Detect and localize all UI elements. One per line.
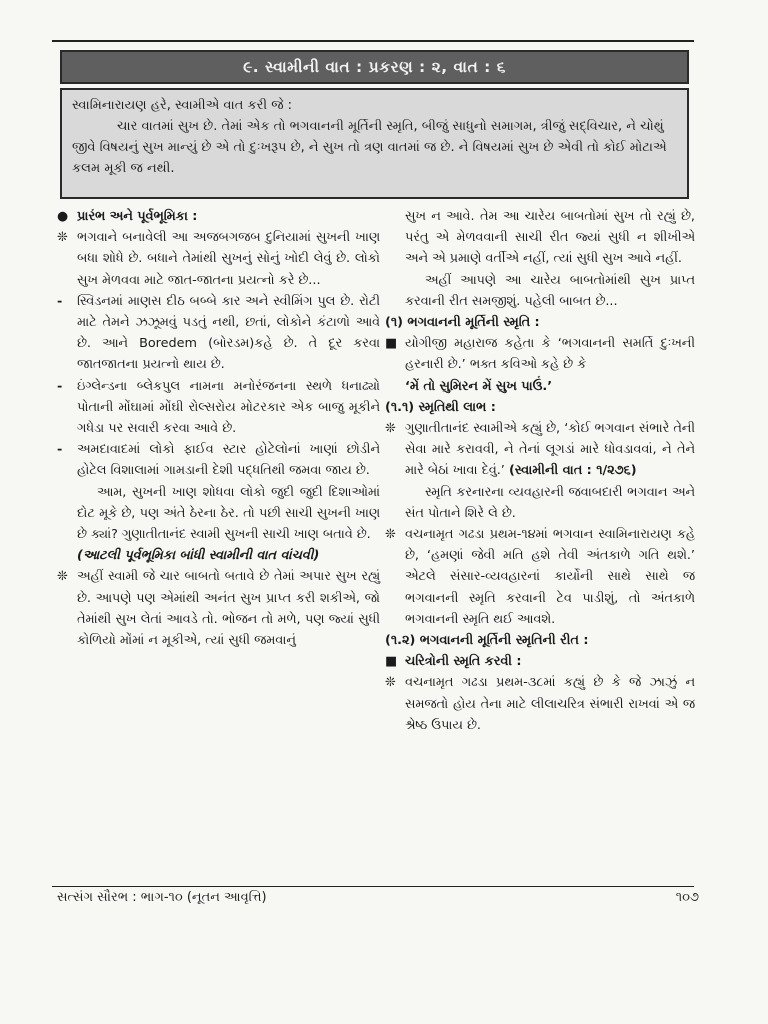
paragraph bbox=[385, 333, 695, 375]
paragraph: સ્મૃતિ કરનારના વ્યવહારની જવાબદારી ભગવાન અને સંત પોતાને શિરે લે છે. bbox=[405, 484, 695, 521]
subheading: (૧) ભગવાનની મૂર્તિની સ્મૃતિ : bbox=[385, 315, 540, 331]
section-heading-text: પ્રારંભ અને પૂર્વભૂમિકા : bbox=[77, 209, 198, 224]
square-icon: ■ bbox=[385, 336, 398, 352]
paragraph-text: યોગીજી મહારાજ કહેતા કે ‘ભગવાનની સમર્તિ દુઃખની હરનારી છે.’ ભક્ત કવિઓ કહે છે કે bbox=[405, 336, 695, 373]
dash-icon: - bbox=[57, 293, 63, 309]
dash-icon: - bbox=[57, 442, 63, 458]
paragraph bbox=[57, 439, 380, 481]
subheading bbox=[385, 651, 695, 672]
left-column bbox=[57, 206, 380, 651]
star-icon: ❊ bbox=[57, 569, 68, 585]
paragraph-text: ઇંગ્લેન્ડના બ્લેકપુલ નામના મનોરંજનના સ્થળે ધનાઢ્યો પોતાની મોંઘામાં મોંઘી રોલ્સરોય મોટરકાર એક બાજુ મૂકીને ગધેડા પર સવારી કરવા આવે છે. bbox=[77, 378, 380, 437]
paragraph bbox=[57, 227, 380, 291]
paragraph-text: ભગવાને બનાવેલી આ અજબગજબ દુનિયામાં સુખની ખાણ બધા શોધે છે. બધાને તેમાંથી સુખનું સોનું ખોદી લેવું છે. લોકો સુખ મેળવવા માટે જાત-જાતના પ્રયત્નો કરે છે... bbox=[77, 230, 380, 288]
top-rule bbox=[52, 40, 694, 42]
paragraph-text: અમદાવાદમાં લોકો ફાઈવ સ્ટાર હોટેલોનાં ખાણાં છોડીને હોટેલ વિશાલામાં ગામડાની દેશી પદ્ધતિથી જમવા જાય છે. bbox=[77, 442, 380, 479]
paragraph-text: વચનામૃત ગઢડા પ્રથમ-૧૪માં ભગવાન સ્વામિનારાયણ કહે છે, ‘હમણાં જેવી મતિ હશે તેવી અંતકાળે ગતિ થશે.’ એટલે સંસાર-વ્યવહારનાં કાર્યોની સાથે સાથે જ ભગવાનની સ્મૃતિ કરવાની ટેવ પાડીશું, તો અંતકાળે ભગવાનની સ્મૃતિ થઈ આવશે. bbox=[405, 527, 695, 627]
page-footer bbox=[57, 890, 699, 905]
paragraph bbox=[57, 482, 380, 546]
square-icon: ■ bbox=[385, 654, 398, 670]
paragraph-text: સ્વિડનમાં માણસ દીઠ બબ્બે કાર અને સ્વીમિંગ પુલ છે. રોટી માટે તેમને ઝઝૂમવું પડતું નથી, છતાં, લોકોને કંટાળો આવે છે. આને Boredem (બોરડમ)કહે છે. તે દૂર કરવા જાતજાતના પ્રયત્નો થાય છે. bbox=[77, 293, 380, 373]
quote: ‘મેં તો સુમિરન મેં સુખ પાઉં.’ bbox=[405, 378, 553, 394]
paragraph bbox=[57, 376, 380, 440]
intro-body: ચાર વાતમાં સુખ છે. તેમાં એક તો ભગવાનની મૂર્તિની સ્મૃતિ, બીજું સાધુનો સમાગમ, ત્રીજું સદ્‌વિચાર, ને ચોથું જીવે વિષયનું સુખ માન્યું છે એ તો દુઃખરૂપ છે, ને સુખ તો ત્રણ વાતમાં જ છે. ને વિષયમાં સુખ છે એવી તો કોઈ મોટાએ કલમ મૂકી જ નથી. bbox=[72, 119, 667, 176]
star-icon: ❊ bbox=[385, 675, 396, 691]
intro-box bbox=[60, 88, 689, 199]
bottom-rule bbox=[52, 886, 694, 887]
star-icon: ❊ bbox=[385, 421, 396, 437]
intro-greeting: સ્વામિનારાયણ હરે, સ્વામીએ વાત કરી જે : bbox=[72, 98, 293, 113]
paragraph bbox=[57, 566, 380, 651]
page-number: ૧૦૭ bbox=[675, 890, 699, 905]
bullet-icon: ● bbox=[57, 209, 69, 224]
paragraph bbox=[385, 672, 695, 736]
dash-icon: - bbox=[57, 378, 63, 394]
paragraph: અહીં આપણે આ ચારેય બાબતોમાંથી સુખ પ્રાપ્ત કરવાની રીત સમજીશું. પહેલી બાબત છે... bbox=[405, 272, 695, 309]
subheading-text: ચરિત્રોની સ્મૃતિ કરવી : bbox=[405, 654, 522, 670]
reference: (સ્વામીની વાત : ૧/૨૭૬) bbox=[508, 463, 637, 479]
right-column bbox=[385, 206, 695, 736]
footer-book-title: સત્સંગ સૌરભ : ભાગ-૧૦ (નૂતન આવૃત્તિ) bbox=[57, 890, 267, 905]
paragraph-text: વચનામૃત ગઢડા પ્રથમ-૩૮માં કહ્યું છે કે જે ઝાઝું ન સમજતો હોય તેના માટે લીલાચરિત્ર સંભારી રાખવાં એ જ શ્રેષ્ઠ ઉપાય છે. bbox=[405, 675, 695, 733]
section-heading bbox=[57, 206, 380, 227]
italic-note: (આટલી પૂર્વભૂમિકા બાંધી સ્વામીની વાત વાંચવી) bbox=[77, 548, 320, 564]
paragraph: સુખ ન આવે. તેમ આ ચારેય બાબતોમાં સુખ તો રહ્યું છે, પરંતુ એ મેળવવાની સાચી રીત જ્યાં સુધી ન શીખીએ અને એ પ્રમાણે વર્તીએ નહીં, ત્યાં સુધી સુખ આવે નહીં. bbox=[405, 209, 695, 267]
subheading: (૧.૧) સ્મૃતિથી લાભ : bbox=[385, 399, 496, 415]
subheading: (૧.૨) ભગવાનની મૂર્તિની સ્મૃતિની રીત : bbox=[385, 633, 589, 649]
paragraph-text: અહીં સ્વામી જે ચાર બાબતો બતાવે છે તેમાં અપાર સુખ રહ્યું છે. આપણે પણ એમાંથી અનંત સુખ પ્રાપ્ત કરી શકીએ, જો તેમાંથી સુખ લેતાં આવડે તો. ભોજન તો મળે, પણ જ્યાં સુધી કોળિયો મોંમાં ન મૂકીએ, ત્યાં સુધી જમવાનું bbox=[77, 569, 380, 649]
paragraph-text: ગુણાતીતાનંદ સ્વામીએ કહ્યું છે, ‘કોઈ ભગવાન સંભારે તેની સેવા મારે કરાવવી, ને તેનાં લૂગડાં મારે ધોવડાવવાં, ને તેને મારે બેઠાં ખાવા દેવું.’ bbox=[405, 421, 695, 479]
paragraph-text: આમ, સુખની ખાણ શોધવા લોકો જુદી જુદી દિશાઓમાં દોટ મૂકે છે, પણ અંતે ઠેરના ઠેર. તો પછી સાચી સુખની ખાણ છે ક્યાં? ગુણાતીતાનંદ સ્વામી સુખની સાચી ખાણ બતાવે છે. bbox=[77, 484, 380, 543]
paragraph bbox=[385, 418, 695, 482]
chapter-title-box bbox=[60, 50, 689, 84]
paragraph bbox=[385, 524, 695, 630]
star-icon: ❊ bbox=[385, 527, 396, 543]
star-icon: ❊ bbox=[57, 230, 68, 246]
chapter-title: ૯. સ્વામીની વાત : પ્રકરણ : ૨, વાત : ૬ bbox=[243, 57, 506, 76]
paragraph bbox=[57, 291, 380, 376]
